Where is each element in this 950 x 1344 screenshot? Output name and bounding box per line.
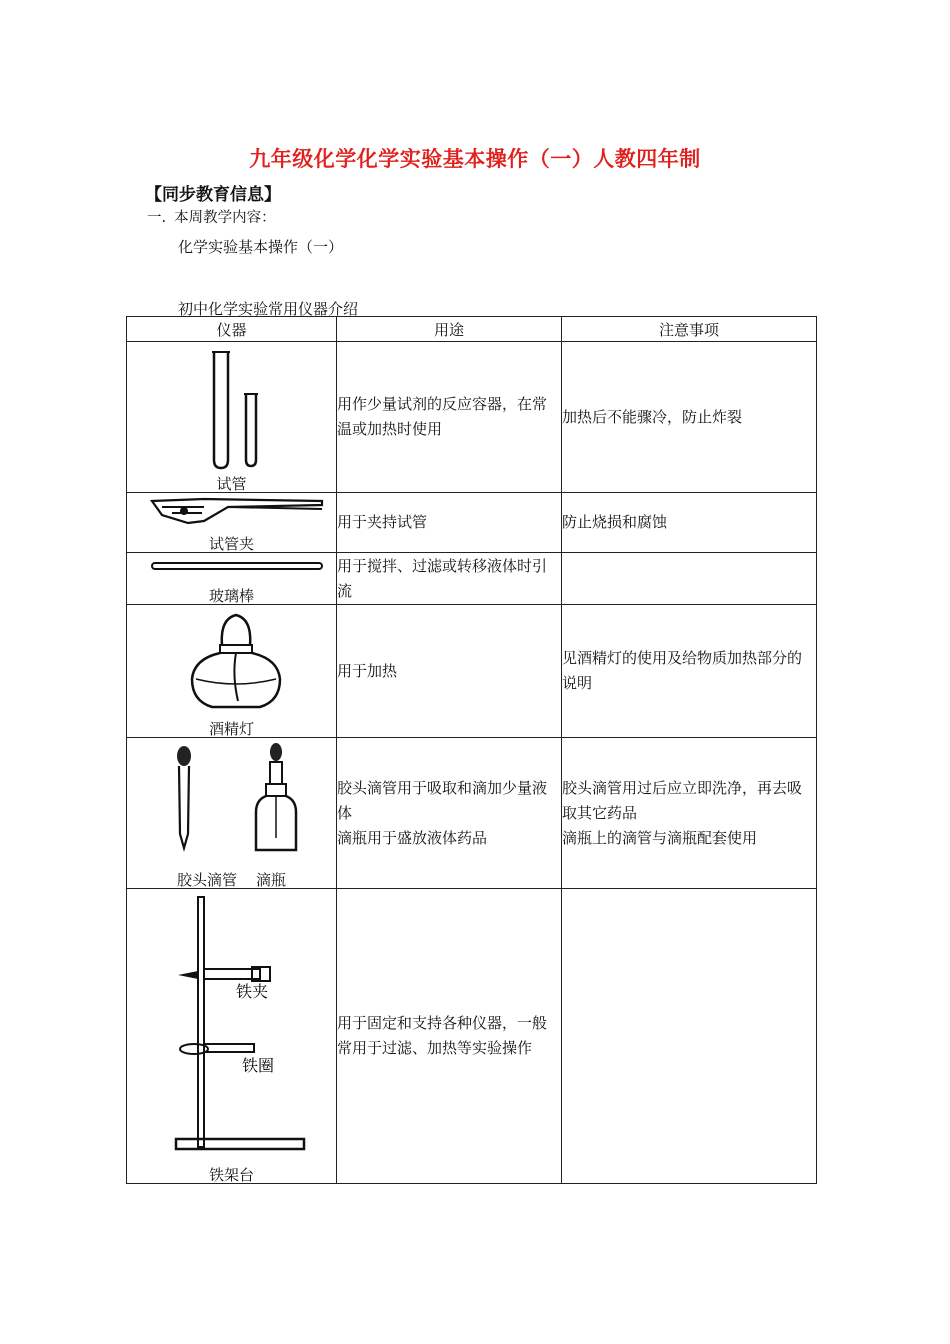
use-cell: 用作少量试剂的反应容器，在常温或加热时使用 bbox=[337, 342, 562, 493]
glass-rod-illustration bbox=[132, 553, 332, 579]
instrument-cell bbox=[127, 553, 337, 605]
instrument-cell bbox=[127, 493, 337, 553]
table-header-row bbox=[127, 317, 817, 342]
use-line: 滴瓶用于盛放液体药品 bbox=[337, 828, 488, 847]
use-line: 胶头滴管用于吸取和滴加少量液体 bbox=[337, 778, 548, 822]
topic-text: 化学实验基本操作（一） bbox=[178, 238, 344, 256]
instrument-name: 试管夹 bbox=[208, 535, 254, 553]
use-cell bbox=[337, 738, 562, 889]
test-tube-clamp-illustration bbox=[132, 493, 332, 533]
use-cell: 用于固定和支持各种仪器，一般常用于过滤、加热等实验操作 bbox=[337, 889, 562, 1184]
table-caption: 初中化学实验常用仪器介绍 bbox=[178, 300, 359, 318]
instrument-cell bbox=[127, 605, 337, 738]
test-tube-illustration bbox=[132, 342, 332, 492]
table-row bbox=[127, 738, 817, 889]
iron-stand-illustration bbox=[132, 889, 332, 1159]
use-cell: 用于夹持试管 bbox=[337, 493, 562, 553]
table-row bbox=[127, 342, 817, 493]
clamp-label: 铁夹 bbox=[235, 982, 268, 1001]
table-row bbox=[127, 553, 817, 605]
page-title: 九年级化学化学实验基本操作（一）人教四年制 bbox=[249, 147, 701, 171]
instrument-table bbox=[126, 316, 817, 1184]
instrument-cell bbox=[127, 889, 337, 1184]
dropper-and-bottle-illustration bbox=[132, 738, 332, 868]
alcohol-lamp-illustration bbox=[132, 605, 332, 715]
note-cell bbox=[562, 889, 817, 1184]
table-row bbox=[127, 605, 817, 738]
instrument-name: 玻璃棒 bbox=[208, 587, 254, 605]
note-line: 滴瓶上的滴管与滴瓶配套使用 bbox=[562, 828, 758, 847]
table-row bbox=[127, 889, 817, 1184]
header-note: 注意事项 bbox=[562, 317, 817, 342]
instrument-name: 酒精灯 bbox=[208, 720, 254, 738]
instrument-cell bbox=[127, 342, 337, 493]
instrument-name: 试管 bbox=[216, 475, 247, 493]
instrument-cell bbox=[127, 738, 337, 889]
section-heading: 【同步教育信息】 bbox=[145, 185, 281, 205]
content-label-text: 本周教学内容： bbox=[174, 210, 276, 226]
header-instrument: 仪器 bbox=[127, 317, 337, 342]
note-cell bbox=[562, 738, 817, 889]
note-line: 胶头滴管用过后应立即洗净，再去吸取其它药品 bbox=[562, 778, 803, 822]
note-cell bbox=[562, 553, 817, 605]
content-label bbox=[147, 206, 276, 227]
note-cell: 加热后不能骤冷，防止炸裂 bbox=[562, 342, 817, 493]
use-cell: 用于搅拌、过滤或转移液体时引流 bbox=[337, 553, 562, 605]
item-number: 一. bbox=[147, 210, 167, 226]
instrument-name: 铁架台 bbox=[208, 1166, 254, 1184]
use-cell: 用于加热 bbox=[337, 605, 562, 738]
note-cell: 防止烧损和腐蚀 bbox=[562, 493, 817, 553]
instrument-name: 胶头滴管 滴瓶 bbox=[176, 871, 287, 889]
ring-label: 铁圈 bbox=[241, 1056, 274, 1075]
header-use: 用途 bbox=[337, 317, 562, 342]
table-row bbox=[127, 493, 817, 553]
note-cell: 见酒精灯的使用及给物质加热部分的说明 bbox=[562, 605, 817, 738]
